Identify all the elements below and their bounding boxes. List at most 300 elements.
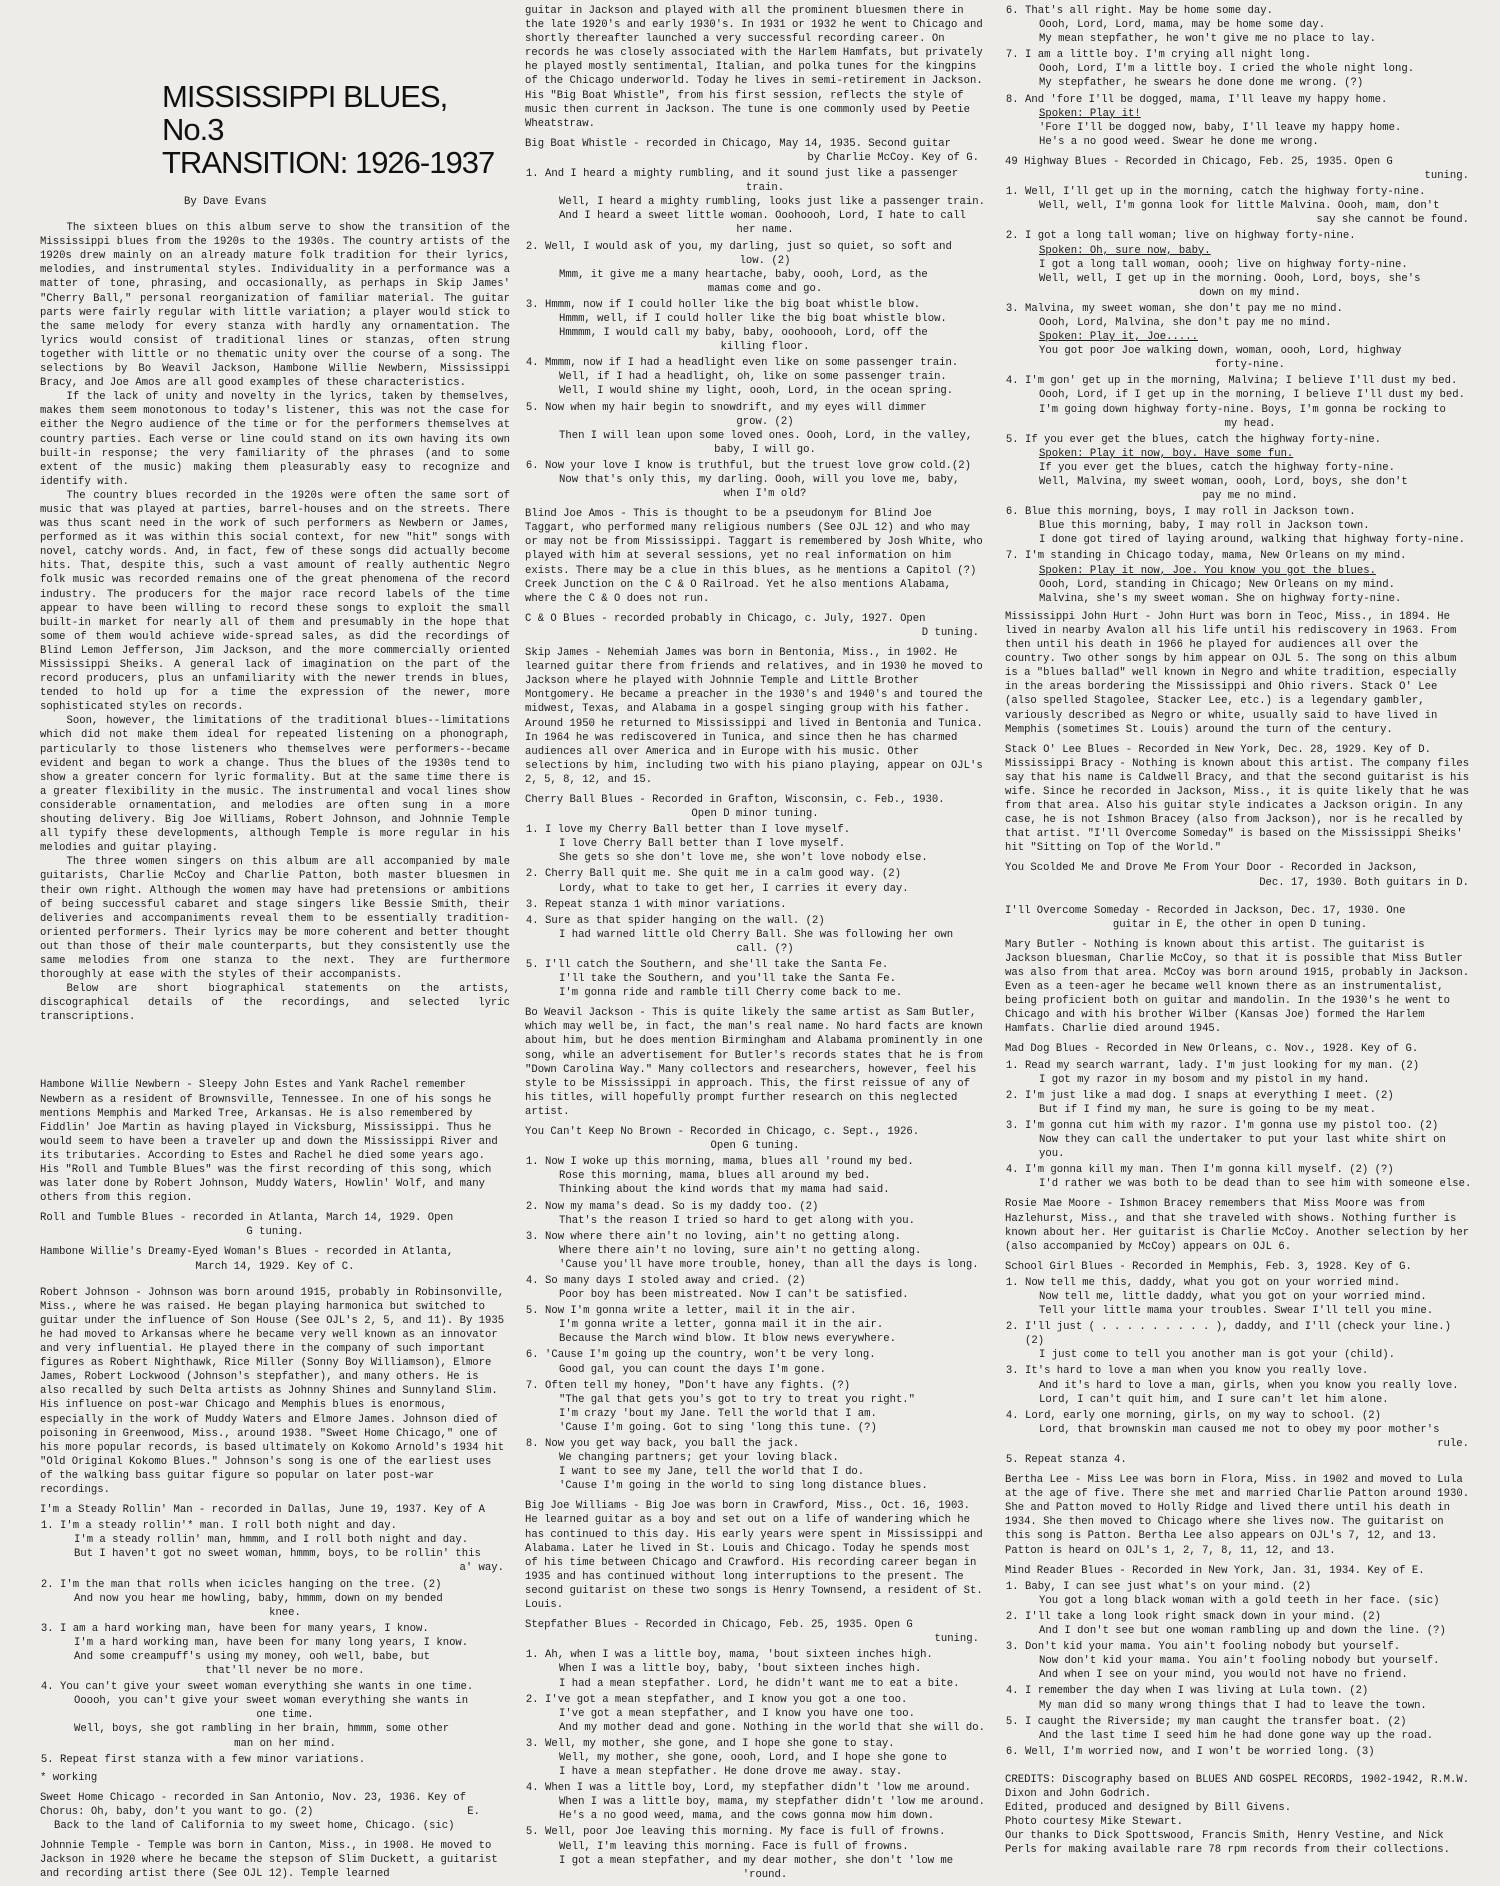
stanza — [1025, 1059, 1475, 1087]
artist-bio-moore: Rosie Mae Moore - Ishmon Bracey remembers that Miss Moore was from Hazlehurst, Miss., and that she traveled with shows. Nothing further is known about her. Her guitarist is Charlie McCoy. Another selection by her (also accompanied by McCoy) appears on OJL 6. — [1005, 1198, 1470, 1253]
lyric-line: Well, well, I'm gonna look for little Malvina. Oooh, mam, don't — [1039, 200, 1440, 213]
stanza — [1025, 549, 1475, 605]
stanza — [1025, 1453, 1475, 1467]
lyric-line: 3. Well, my mother, she gone, and I hope she gone to stay. — [545, 1737, 895, 1750]
lyric-line: I done got tired of laying around, walking that highway forty-nine. — [1039, 534, 1465, 547]
stanza — [1025, 1163, 1475, 1191]
lyric-line: Well, if I had a headlight, oh, like on some passenger train. — [559, 371, 947, 384]
album-subtitle: TRANSITION: 1926-1937 — [162, 145, 495, 180]
stanza — [545, 167, 985, 237]
lyric-line: Well, Malvina, my sweet woman, oooh, Lord, boys, she don't — [1039, 476, 1408, 488]
lyric-line: 5. Now when my hair begin to snowdrift, and my eyes will dimmer — [545, 401, 927, 414]
lyric-line: I'm gonna write a letter, gonna mail it in the air. — [559, 1319, 884, 1332]
lyric-line: 1. I'm a steady rollin'* man. I roll both night and day. — [60, 1520, 397, 1533]
lyric-line: Well, I heard a mighty rumbling, looks just like a passenger train. — [559, 196, 985, 209]
credits-text: CREDITS: Discography based on BLUES AND GOSPEL RECORDS, 1902-1942, R.M.W. Dixon and John Godrich. — [1005, 1773, 1470, 1800]
lyric-line: 2. I've got a mean stepfather, and I know you got a one too. — [545, 1693, 908, 1706]
lyric-line: I just come to tell you another man is got your (child). — [1039, 1349, 1396, 1362]
lyric-line: Now they can call the undertaker to put your last white shirt on you. — [1039, 1134, 1446, 1161]
lyric-line: 4. I'm gonna kill my man. Then I'm gonna kill myself. (2) (?) — [1025, 1164, 1394, 1177]
lyric-line: 1. Ah, when I was a little boy, mama, 'bout sixteen inches high. — [545, 1649, 933, 1662]
artist-bio-johnson: Robert Johnson - Johnson was born around 1915, probably in Robinsonville, Miss., where he was raised. He began playing harmonica but switched to guitar under the influence of Son House (See OJL's 2, 5, and 11). By 1935 he had moved to Arkansas where he became very well known as an innovator and very influential. He played there in the company of such important figures as Robert Nighthawk, Rice Miller (Sonny Boy Williamson), Elmore James, Robert Lockwood (Johnson's stepfather), and many others. He is also recalled by such Delta artists as Johnny Shines and Sunnyland Slim. His influence on post-war Chicago and Memphis blues is enormous, especially in the work of Muddy Waters and Elmore James. Johnson died of poisoning in Greenwood, Miss., around 1938. "Sweet Home Chicago," one of his more popular records, is based ultimately on Kokomo Arnold's 1934 hit "Old Original Kokomo Blues." Johnson's song is one of the earliest uses of the walking bass guitar figure so popular on later post-war recordings. — [40, 1286, 505, 1496]
lyric-line: I'm a steady rollin' man, hmmm, and I roll both night and day. — [74, 1534, 469, 1547]
lyric-line: 2. I got a long tall woman; live on highway forty-nine. — [1025, 230, 1356, 243]
lyric-line: I've got a mean stepfather, and I know you have one too. — [559, 1707, 916, 1720]
artist-bio-newbern: Hambone Willie Newbern - Sleepy John Estes and Yank Rachel remember Newbern as a resident of Brownsville, Tennessee. In one of his songs he mentions Memphis and Marked Tree, Arkansas. He is also remembered by Fiddlin' Joe Martin as having played in Vicksburg, Mississippi. Thus he would seem to have been a traveler up and down the Mississippi River and its tributaries. According to Estes and Rachel he died some years ago. His "Roll and Tumble Blues" was the first recording of this song, which was later done by Robert Johnson, Muddy Waters, Howlin' Wolf, and many others from this region. — [40, 1079, 498, 1205]
lyric-line: Well, boys, she got rambling in her brain, hmmm, some other — [74, 1723, 450, 1736]
thanks-text: Our thanks to Dick Spottswood, Francis Smith, Henry Vestine, and Nick Perls for making available rare 78 rpm records from their collections. — [1005, 1830, 1451, 1857]
lyric-line: 6. Well, I'm worried now, and I won't be worried long. (3) — [1025, 1745, 1375, 1758]
lyric-line: Hmmm, well, if I could holler like the big boat whistle blow. — [559, 312, 947, 325]
intro-paragraph: If the lack of unity and novelty in the lyrics, taken by themselves, makes them seem monotonous to today's listener, this was not the case for either the Negro audience of the time or for the performers themselves at country parties. Each verse or line could stand on its own having its own built-in response; the very familiarity of the phrases (and to some extent of the music) making them pleasurably easy to recognize and identify with. — [40, 391, 510, 488]
lyrics-big-boat-whistle — [525, 167, 985, 501]
stanza — [545, 1200, 985, 1228]
lyric-line: 2. I'm the man that rolls when icicles hanging on the tree. (2) — [60, 1578, 442, 1591]
lyric-line: He's a no good weed, mama, and the cows gonna mow him down. — [559, 1810, 935, 1823]
lyric-line: 5. I caught the Riverside; my man caught the transfer boat. (2) — [1025, 1715, 1407, 1728]
lyric-line: 'Fore I'll be dogged now, baby, I'll leave my happy home. — [1039, 121, 1402, 134]
stanza — [60, 1578, 510, 1620]
lyric-line: Oooh, Lord, Lord, mama, may be home some day. — [1039, 19, 1326, 32]
lyric-line: Hmmmm, I would call my baby, baby, ooohoooh, Lord, off the — [559, 327, 928, 340]
lyric-line: 7. I am a little boy. I'm crying all night long. — [1025, 49, 1312, 62]
lyric-line: 3. Now where there ain't no loving, ain't no getting along. — [545, 1230, 902, 1243]
lyric-line: I had warned little old Cherry Ball. She was following her own — [559, 928, 954, 941]
lyric-line: She gets so she don't love me, she won't love nobody else. — [559, 852, 928, 865]
stanza — [1025, 48, 1475, 90]
lyric-line: Mmm, it give me a many heartache, baby, oooh, Lord, as the — [559, 268, 928, 281]
stanza — [1025, 229, 1475, 299]
stanza — [1025, 1409, 1475, 1451]
stanza — [1025, 433, 1475, 503]
stanza — [60, 1622, 510, 1678]
stanza — [1025, 1276, 1475, 1318]
intro-paragraph: Soon, however, the limitations of the traditional blues--limitations which did not make them ideal for repeated listening on a phonograph, particularly to those listeners who themselves were performers--became evident and began to work a change. Thus the blues of the 1930s tend to show a greater concern for lyric formality. But at the same time there is a greater flexibility in the music. The instrumental and vocal lines show considerable ornamentation, and melodies are often sung in a more shouting delivery. Big Joe Williams, Robert Johnson, and Johnnie Temple all typify these developments, although Temple is more regular in his melodies and guitar playing. — [40, 715, 510, 855]
lyric-line: 6. Blue this morning, boys, I may roll in Jackson town. — [1025, 506, 1356, 519]
stanza — [545, 898, 985, 912]
intro-paragraph: The sixteen blues on this album serve to show the transition of the Mississippi blues from the 1920s to the 1930s. The country artists of the 1920s drew mainly on an already mature folk tradition for their lyrics, melodies, and instrumental styles. Individuality in a performance was a matter of tone, phrasing, and occasionally, as perhaps in Skip James' "Cherry Ball," personal reorganization of familiar material. The guitar parts were fairly regular with little variation; a player would stick to the same melody for every stanza with hardly any ornamentation. The lyrics would consist of traditional lines or stanzas, often strung together with little or no thematic unity over the course of a song. The selections by Bo Weavil Jackson, Hambone Willie Newbern, Mississippi Bracy, and Joe Amos are all good examples of these characteristics. — [40, 222, 510, 390]
song-roll-and-tumble — [40, 1211, 510, 1239]
lyric-line: rule. — [1437, 1437, 1469, 1450]
stanza — [545, 459, 985, 501]
song-c-and-o-blues — [525, 612, 985, 640]
lyric-line: 'Cause you'll have more trouble, honey, than all the days is long. — [559, 1258, 979, 1271]
lyric-line: 1. Baby, I can see just what's on your mind. (2) — [1025, 1580, 1312, 1593]
song-key: E. — [467, 1805, 480, 1818]
stanza — [1025, 1119, 1475, 1161]
lyric-line: And my mother dead and gone. Nothing in the world that she will do. — [559, 1721, 985, 1734]
lyric-line: 2. Well, I would ask of you, my darling, just so quiet, so soft and — [545, 240, 952, 253]
lyric-line: Poor boy has been mistreated. Now I can't be satisfied. — [559, 1289, 909, 1302]
artist-bio-bo-weavil-jackson: Bo Weavil Jackson - This is quite likely the same artist as Sam Butler, which may well be, in fact, the man's real name. No hard facts are known about him, but he does mention Birmingham and Alabama prominently in one song, while an advertisement for Butler's records states that he is from "Down Carolina Way." Many collectors and researchers, however, feel his style to be Mississippi in approach. This, the first reissue of any of his titles, will hopefully prompt further research on this neglected artist. — [525, 1007, 983, 1118]
stanza — [545, 1348, 985, 1376]
song-key: by Charlie McCoy. Key of G. — [807, 151, 979, 164]
stanza — [60, 1753, 510, 1767]
stanza — [545, 298, 985, 354]
song-heading: You Can't Keep No Brown - Recorded in Chicago, c. Sept., 1926. — [525, 1126, 920, 1139]
lyric-line: Tell your little mama your troubles. Swear I'll tell you mine. — [1039, 1305, 1434, 1318]
artist-bio-bertha-lee: Bertha Lee - Miss Lee was born in Flora, Miss. in 1902 and moved to Lula at the age of five. There she met and married Charlie Patton around 1930. She and Patton moved to Holly Ridge and lived there until his death in 1934. She then moved to Chicago where she lives now. The guitarist on this song is Patton. Bertha Lee also appears on OJL's 7, 12, and 13. Patton is heard on OJL's 1, 2, 7, 8, 11, 12, and 13. — [1005, 1474, 1470, 1557]
artist-bio-bracy: Mississippi Bracy - Nothing is known about this artist. The company files say that his name is Caldwell Bracy, and that the second guitarist is his wife. Since he recorded in Jackson, Miss., it is quite likely that he was from that area. Also his guitar style indicates a Jackson origin. In any case, he is not Ishmon Bracey (also from Jackson), nor is he recalled by that artist. "I'll Overcome Someday" is based on the Mississippi Sheiks' hit "Sitting on Top of the World." — [1005, 757, 1470, 855]
song-sweet-home-chicago — [40, 1791, 510, 1833]
edited-by: Edited, produced and designed by Bill Givens. — [1005, 1802, 1292, 1815]
lyric-line: Lordy, what to take to get her, I carries it every day. — [559, 882, 909, 895]
lyric-line: Oooh, Lord, I'm a little boy. I cried the whole night long. — [1039, 63, 1415, 76]
lyric-line: If you ever get the blues, catch the highway forty-nine. — [1039, 461, 1396, 474]
song-heading: Sweet Home Chicago - recorded in San Antonio, Nov. 23, 1936. Key of — [40, 1791, 466, 1804]
lyric-line: 4. You can't give your sweet woman everything she wants in one time. — [60, 1681, 474, 1694]
stanza — [545, 1230, 985, 1272]
stanza — [545, 823, 985, 865]
song-steady-rollin — [40, 1503, 510, 1785]
lyric-line: We changing partners; get your loving black. — [559, 1452, 839, 1465]
stanza — [60, 1519, 510, 1575]
lyric-line: Back to the land of California to my sweet home, Chicago. (sic) — [54, 1820, 455, 1833]
spoken-line: Spoken: Oh, sure now, baby. — [1039, 244, 1211, 257]
lyric-line: 1. And I heard a mighty rumbling, and it sound just like a passenger — [545, 168, 959, 181]
lyric-line: And I don't see but one woman rambling up and down the line. (?) — [1039, 1625, 1446, 1638]
song-heading: School Girl Blues - Recorded in Memphis, Feb. 3, 1928. Key of G. — [1005, 1260, 1412, 1273]
song-stack-o-lee: Stack O' Lee Blues - Recorded in New York, Dec. 28, 1929. Key of D. — [1005, 743, 1431, 756]
spoken-line: Spoken: Play it now, boy. Have some fun. — [1039, 447, 1294, 460]
lyrics-49-highway — [1005, 185, 1475, 606]
lyric-line: 6. Now your love I know is truthful, but the truest love grow cold.(2) — [545, 459, 971, 472]
song-heading: Cherry Ball Blues - Recorded in Grafton, Wisconsin, c. Feb., 1930. — [525, 793, 945, 806]
song-mad-dog-blues — [1005, 1042, 1475, 1191]
lyric-line: her name. — [736, 224, 794, 237]
lyric-line: 4. I remember the day when I was living at Lula town. (2) — [1025, 1685, 1369, 1698]
lyric-line: 4. Mmmm, now if I had a headlight even like on some passenger train. — [545, 357, 959, 370]
lyric-line: 5. Now I'm gonna write a letter, mail it in the air. — [545, 1305, 857, 1318]
column-right — [1005, 4, 1475, 1857]
lyric-line: You got a long black woman with a gold teeth in her face. (sic) — [1039, 1594, 1440, 1607]
lyric-line: 3. Repeat stanza 1 with minor variations. — [545, 898, 787, 911]
lyric-line: I'm gonna ride and ramble till Cherry come back to me. — [559, 987, 903, 1000]
song-tuning: G tuning. — [246, 1226, 304, 1239]
song-heading: Big Boat Whistle - recorded in Chicago, May 14, 1935. Second guitar — [525, 137, 951, 150]
lyric-line: that'll never be no more. — [205, 1665, 365, 1678]
stanza — [545, 1825, 985, 1881]
lyric-line: And some creampuff's using my money, ooh well, babe, but — [74, 1651, 431, 1663]
song-tuning: guitar in E, the other in open D tuning. — [1112, 918, 1368, 931]
lyric-line: Well, my mother, she gone, oooh, Lord, and I hope she gone to — [559, 1751, 947, 1764]
stanza — [1025, 374, 1475, 430]
song-heading: I'm a Steady Rollin' Man - recorded in Dallas, June 19, 1937. Key of A — [40, 1504, 486, 1517]
lyrics-mind-reader-blues — [1005, 1580, 1475, 1759]
lyric-line: when I'm old? — [723, 488, 807, 501]
stanza — [545, 1379, 985, 1435]
lyric-line: I'm a hard working man, have been for many long years, I know. — [74, 1636, 469, 1649]
lyric-line: 4. I'm gon' get up in the morning, Malvina; I believe I'll dust my bed. — [1025, 375, 1458, 388]
lyric-line: And the last time I seed him he had done gone way up the road. — [1039, 1729, 1434, 1742]
song-stepfather-blues — [525, 1618, 985, 1882]
lyric-line: 'Cause I'm going. Got to sing 'long this tune. (?) — [559, 1421, 877, 1434]
stanza — [545, 240, 985, 296]
song-tuning: D tuning. — [921, 626, 979, 639]
lyrics-stepfather-blues — [525, 1648, 985, 1882]
lyrics-cant-keep-no-brown — [525, 1155, 985, 1493]
intro-paragraph: The country blues recorded in the 1920s were often the same sort of music that was played at parties, barrel-houses and on the streets. There was thus scant need in the work of such performers as Newbern or James, performed as it was within this social context, for new "hit" songs with novel, catchy words. And, in fact, few of these songs did actually become hits. That, despite this, such a vast amount of really authentic Negro folk music was recorded remains one of the great phenomena of the record industry. The producers for the major race record labels of the time appear to have been willing to record these songs to exploit the small built-in market for nearly all of them and presumably in the hope that some of them would achieve wide-spread sales, as did the recordings of Blind Lemon Jefferson, Jim Jackson, and the more commercially oriented Mississippi Sheiks. A general lack of imagination on the part of the record producers, plus an unfamiliarity with the newer trends in blues, tended to hold up for a time the expression of the newer, more sophisticated styles on records. — [40, 489, 510, 714]
artist-bio-hurt: Mississippi John Hurt - John Hurt was born in Teoc, Miss., in 1894. He lived in nearby Avalon all his life until his rediscovery in 1963. From then until his death in 1966 he played for audiences all over the country. Two other songs by him appear on OJL 5. The song on this album is a "blues ballad" well known in Negro and white tradition, especially in the areas bordering the Mississippi and Ohio rivers. Stack O' Lee (also spelled Stagolee, Stacker Lee, etc.) is a legendary gambler, variously described as Negro or white, usually said to have lived in Memphis (sometimes St. Louis) around the turn of the century. — [1005, 610, 1457, 736]
lyric-line: 6. That's all right. May be home some day. — [1025, 5, 1273, 17]
credits-block — [1005, 1773, 1475, 1858]
stanza — [545, 1781, 985, 1823]
lyric-line: 5. Well, poor Joe leaving this morning. My face is full of frowns. — [545, 1826, 946, 1839]
chorus-text: Chorus: Oh, baby, don't you want to go. (2) — [40, 1805, 314, 1818]
lyric-line: Now tell me, little daddy, what you got on your worried mind. — [1039, 1290, 1427, 1303]
lyric-line: one time. — [256, 1709, 314, 1722]
lyric-line: Lord, I can't quit him, and I sure can't let him alone. — [1039, 1393, 1389, 1406]
stanza — [1025, 1320, 1475, 1362]
lyric-line: I got a mean stepfather, and my dear mother, she don't 'low me — [559, 1854, 954, 1867]
lyric-line: 4. When I was a little boy, Lord, my stepfather didn't 'low me around. — [545, 1782, 971, 1795]
stanza — [545, 958, 985, 1000]
lyric-line: 5. Repeat stanza 4. — [1025, 1454, 1127, 1466]
song-tuning: tuning. — [934, 1633, 979, 1646]
lyric-line: Ooooh, you can't give your sweet woman everything she wants in — [74, 1695, 469, 1708]
song-tuning: Open G tuning. — [710, 1140, 800, 1153]
lyric-line: 8. Now you get way back, you ball the jack. — [545, 1438, 800, 1450]
lyric-line: And I heard a sweet little woman. Ooohoooh, Lord, I hate to call — [559, 210, 966, 223]
stanza — [1025, 302, 1475, 372]
lyric-line: 2. Cherry Ball quit me. She quit me in a calm good way. (2) — [545, 868, 902, 881]
lyric-line: I love Cherry Ball better than I love myself. — [559, 838, 846, 851]
stanza — [1025, 1715, 1475, 1743]
lyric-line: say she cannot be found. — [1316, 214, 1469, 227]
lyric-line: That's the reason I tried so hard to get along with you. — [559, 1214, 916, 1227]
spoken-line: Spoken: Play it! — [1039, 107, 1141, 120]
artist-bio-temple-cont: guitar in Jackson and played with all the prominent bluesmen there in the late 1920's and early 1930's. In 1931 or 1932 he went to Chicago and shortly thereafter launched a very successful recording career. On records he was closely associated with the Harlem Hamfats, but privately he played mostly sentimental, Italian, and polka tunes for the kingpins of the Chicago underworld. Today he lives in semi-retirement in Jackson. His "Big Boat Whistle", from his first session, reflects the style of music then current in Jackson. The tune is one commonly used by Peetie Wheatstraw. — [525, 5, 983, 130]
lyric-line: Rose this morning, mama, blues all around my bed. — [559, 1170, 871, 1183]
lyric-line: low. (2) — [739, 254, 791, 267]
lyric-line: Good gal, you can count the days I'm gone. — [559, 1363, 827, 1376]
song-ill-overcome-someday — [1005, 904, 1475, 932]
stanza — [545, 1437, 985, 1493]
lyric-line: And now you hear me howling, baby, hmmm, down on my bended — [74, 1592, 443, 1605]
lyric-line: Oooh, Lord, if I get up in the morning, I believe I'll dust my bed. — [1039, 389, 1465, 402]
lyric-line: 7. Often tell my honey, "Don't have any fights. (?) — [545, 1379, 851, 1392]
lyric-line: Then I will lean upon some loved ones. Oooh, Lord, in the valley, — [559, 429, 973, 442]
song-tuning: Open D minor tuning. — [691, 808, 819, 821]
lyric-line: killing floor. — [720, 341, 810, 354]
lyric-line: Oooh, Lord, Malvina, she don't pay me no mind. — [1039, 316, 1332, 329]
song-heading: Mad Dog Blues - Recorded in New Orleans, c. Nov., 1928. Key of G. — [1005, 1043, 1419, 1056]
stanza — [545, 401, 985, 457]
lyric-line: 4. Lord, early one morning, girls, on my way to school. (2) — [1025, 1409, 1382, 1422]
artist-bio-amos: Blind Joe Amos - This is thought to be a pseudonym for Blind Joe Taggart, who performed many religious numbers (See OJL 12) and who may or may not be from Mississippi. Taggart is remembered by Josh White, who played with him at several sessions, yet no real information on him exists. There may be a clue in this blues, as he mentions a Capitol (?) Creek Junction on the C & O Railroad. Yet he also mentions Alabama, where the C & O does not run. — [525, 508, 983, 605]
lyric-line: Lord, that brownskin man caused me not to obey my poor mother's — [1039, 1423, 1440, 1436]
stanza — [545, 1155, 985, 1197]
lyric-line: mamas come and go. — [707, 282, 823, 295]
lyric-line: 5. If you ever get the blues, catch the highway forty-nine. — [1025, 433, 1382, 446]
lyric-line: 4. Sure as that spider hanging on the wall. (2) — [545, 914, 825, 927]
lyric-line: Malvina, she's my sweet woman. She on highway forty-nine. — [1039, 592, 1402, 605]
stanza — [545, 914, 985, 956]
stanza — [1025, 1745, 1475, 1759]
lyric-line: I'd rather we was both to be dead than to see him with someone else. — [1039, 1178, 1472, 1191]
lyric-line: man on her mind. — [234, 1737, 336, 1750]
lyric-line: 2. I'll take a long look right smack down in your mind. (2) — [1025, 1610, 1382, 1623]
lyric-line: 2. I'm just like a mad dog. I snaps at everything I meet. (2) — [1025, 1089, 1394, 1102]
song-cherry-ball — [525, 793, 985, 1000]
lyric-line: 4. So many days I stoled away and cried. (2) — [545, 1274, 806, 1287]
lyric-line: forty-nine. — [1215, 359, 1285, 372]
stanza — [1025, 185, 1475, 227]
lyric-line: 2. I'll just ( . . . . . . . . . ), daddy, and I'll (check your line.) (2) — [1025, 1321, 1451, 1348]
stanza — [545, 356, 985, 398]
stanza — [545, 1274, 985, 1302]
lyric-line: Where there ain't no loving, sure ain't no getting along. — [559, 1244, 922, 1257]
song-heading: I'll Overcome Someday - Recorded in Jackson, Dec. 17, 1930. One — [1005, 904, 1406, 917]
stanza — [1025, 1684, 1475, 1712]
lyric-line: 2. Now my mama's dead. So is my daddy too. (2) — [545, 1200, 819, 1213]
lyric-line: pay me no mind. — [1202, 490, 1298, 503]
song-school-girl-blues — [1005, 1260, 1475, 1467]
lyric-line: But if I find my man, he sure is going to be my meat. — [1039, 1103, 1376, 1116]
lyric-line: But I haven't got no sweet woman, hmmm, boys, to be rollin' this — [74, 1548, 481, 1561]
lyrics-steady-rollin — [40, 1519, 510, 1767]
lyrics-stepfather-blues-cont — [1005, 4, 1475, 149]
lyric-line: Oooh, Lord, standing in Chicago; New Orleans on my mind. — [1039, 578, 1396, 591]
song-heading: You Scolded Me and Drove Me From Your Door - Recorded in Jackson, — [1005, 862, 1419, 875]
song-heading: Stepfather Blues - Recorded in Chicago, Feb. 25, 1935. Open G — [525, 1619, 913, 1632]
stanza — [1025, 1089, 1475, 1117]
lyric-line: I got my razor in my bosom and my pistol in my hand. — [1039, 1073, 1370, 1086]
stanza — [545, 1737, 985, 1779]
song-heading: Roll and Tumble Blues - recorded in Atlanta, March 14, 1929. Open — [40, 1212, 454, 1225]
lyric-line: My man did so many wrong things that I had to leave the town. — [1039, 1699, 1427, 1712]
artist-bio-butler: Mary Butler - Nothing is known about this artist. The guitarist is Jackson bluesman, Charlie McCoy, so that it is possible that Miss Butler was also from that area. McCoy was born around 1915, probably in Jackson. Even as a teen-ager he became well known there as an instrumentalist, being proficient both on guitar and mandolin. In the 1930's he went to Chicago and with his brother Wilber (Kansas Joe) formed the Harlem Hamfats. Charlie died around 1945. — [1005, 938, 1470, 1036]
lyric-line: I got a long tall woman, oooh; live on highway forty-nine. — [1039, 258, 1408, 271]
lyric-line: baby, I will go. — [714, 443, 816, 456]
lyric-line: I'm crazy 'bout my Jane. Tell the world that I am. — [559, 1407, 877, 1420]
lyric-line: 3. I am a hard working man, have been for many years, I know. — [60, 1622, 429, 1635]
lyric-line: Because the March wind blow. It blow news everywhere. — [559, 1333, 896, 1346]
lyric-line: He's a no good weed. Swear he done me wrong. — [1039, 135, 1319, 148]
song-49-highway — [1005, 155, 1475, 606]
intro-paragraph: The three women singers on this album are all accompanied by male guitarists, Charlie McCoy and Charlie Patton, both master bluesmen in their own right. Although the women may have had pretensions or ambitions of being successful cabaret and stage singers like Bessie Smith, their deliveries and accompaniments reveal them to be essentially tradition-oriented performers. Their lyrics may be more coherent and better thought out than those of their male counterparts, but they consistently use the same melodies from one stanza to the next. They are furthermore thoroughly at ease with the styles of their accompanists. — [40, 856, 510, 982]
stanza — [545, 867, 985, 895]
lyric-line: Well, well, I get up in the morning. Oooh, Lord, boys, she's — [1039, 272, 1421, 285]
song-dreamy-eyed — [40, 1245, 510, 1273]
lyric-line: I had a mean stepfather. Lord, he didn't want me to eat a bite. — [559, 1677, 960, 1690]
lyric-line: And it's hard to love a man, girls, when you know you really love. — [1039, 1379, 1459, 1392]
lyric-line: You got poor Joe walking down, woman, oooh, Lord, highway — [1039, 345, 1402, 358]
song-tuning: Dec. 17, 1930. Both guitars in D. — [1259, 876, 1469, 889]
lyric-line: 8. And 'fore I'll be dogged, mama, I'll leave my happy home. — [1025, 93, 1388, 106]
lyric-line: Now that's only this, my darling. Oooh, will you love me, baby, — [559, 474, 960, 486]
song-you-scolded-me — [1005, 861, 1475, 889]
lyric-line: train. — [745, 182, 785, 195]
lyrics-cherry-ball — [525, 823, 985, 1000]
lyric-line: I'll take the Southern, and you'll take the Santa Fe. — [559, 973, 896, 986]
lyric-line: grow. (2) — [736, 415, 794, 428]
song-tuning: tuning. — [1424, 170, 1469, 183]
song-heading: C & O Blues - recorded probably in Chicago, c. July, 1927. Open — [525, 612, 926, 625]
artist-bio-temple: Johnnie Temple - Temple was born in Canton, Miss., in 1908. He moved to Jackson in 1920 where he became the stepson of Slim Duckett, a guitarist and recording artist there (See OJL 12). Temple learned — [40, 1840, 498, 1881]
lyric-line: 'round. — [742, 1868, 788, 1881]
lyric-line: 5. I'll catch the Southern, and she'll take the Santa Fe. — [545, 959, 889, 971]
lyric-line: 7. I'm standing in Chicago today, mama, New Orleans on my mind. — [1025, 550, 1407, 563]
column-middle — [525, 4, 985, 1886]
song-chorus — [40, 1805, 510, 1819]
song-mind-reader-blues — [1005, 1564, 1475, 1759]
song-big-boat-whistle — [525, 137, 985, 501]
lyric-line: knee. — [269, 1606, 301, 1619]
lyric-line: Well, I'm leaving this morning. Face is full of frowns. — [559, 1840, 909, 1853]
lyric-line: 3. Hmmm, now if I could holler like the big boat whistle blow. — [545, 298, 921, 311]
spoken-line: Spoken: Play it now, Joe. You know you got the blues. — [1039, 564, 1376, 577]
song-cant-keep-no-brown — [525, 1125, 985, 1493]
lyric-line: 3. I'm gonna cut him with my razor. I'm gonna use my pistol too. (2) — [1025, 1119, 1439, 1132]
lyric-line: I have a mean stepfather. He done drove me away. stay. — [559, 1766, 903, 1779]
song-heading: Mind Reader Blues - Recorded in New York, Jan. 31, 1934. Key of E. — [1005, 1564, 1425, 1577]
stanza — [1025, 1580, 1475, 1608]
song-heading: Hambone Willie's Dreamy-Eyed Woman's Blues - recorded in Atlanta, — [40, 1246, 454, 1259]
artist-bio-james: Skip James - Nehemiah James was born in Bentonia, Miss., in 1902. He learned guitar there from friends and relatives, and in 1930 he moved to Jackson where he played with Johnnie Temple and Little Brother Montgomery. He became a preacher in the 1930's and 1940's and toured the midwest, Texas, and Alabama in a gospel singing group with his father. Around 1950 he returned to Mississippi and lived in Bentonia and Tunica. In 1964 he was rediscovered in Tunica, and since then he has charmed audiences all over America and in Europe with his music. Other selections by him, including two with his piano playing, appear on OJL's 2, 5, 8, 12, and 15. — [525, 647, 983, 786]
lyric-line: a' way. — [459, 1562, 504, 1575]
lyric-line: 1. I love my Cherry Ball better than I love myself. — [545, 824, 851, 837]
lyric-line: I want to see my Jane, tell the world that I do. — [559, 1466, 865, 1479]
lyric-line: call. (?) — [736, 942, 794, 955]
lyrics-mad-dog-blues — [1005, 1059, 1475, 1192]
artist-bio-williams: Big Joe Williams - Big Joe was born in Crawford, Miss., Oct. 16, 1903. He learned guitar as a boy and set out on a life of wandering which he has continued to this day. His early years were spent in Mississippi and Alabama. Later he lived in St. Louis and Chicago. Today he spends most of his time between Chicago and Crawford. His recording career began in 1935 and has continued without long interruptions to the present. The second guitarist on these two songs is Henry Townsend, a resident of St. Louis. — [525, 1500, 983, 1612]
stanza — [1025, 1640, 1475, 1682]
intro-essay — [40, 221, 510, 1024]
stanza — [545, 1693, 985, 1735]
lyric-line: Now don't kid your mama. You ain't fooling nobody but yourself. — [1039, 1655, 1440, 1668]
lyrics-school-girl-blues — [1005, 1276, 1475, 1467]
song-key: March 14, 1929. Key of C. — [195, 1260, 355, 1273]
lyric-line: My stepfather, he swears he done done me wrong. (?) — [1039, 77, 1364, 90]
stanza — [545, 1304, 985, 1346]
column-left — [40, 80, 510, 1881]
lyric-line: 3. Malvina, my sweet woman, she don't pay me no mind. — [1025, 302, 1343, 315]
stanza — [1025, 93, 1475, 149]
stanza — [1025, 1364, 1475, 1406]
album-title: MISSISSIPPI BLUES, No.3 — [162, 79, 448, 147]
lyric-line: When I was a little boy, mama, my stepfather didn't 'low me around. — [559, 1796, 985, 1809]
lyric-line: "The gal that gets you's got to try to treat you right." — [559, 1393, 916, 1406]
lyric-line: 3. It's hard to love a man when you know you really love. — [1025, 1365, 1369, 1378]
lyric-line: 1. Now I woke up this morning, mama, blues all 'round my bed. — [545, 1156, 914, 1169]
lyric-line: My mean stepfather, he won't give me no place to lay. — [1039, 33, 1376, 46]
stanza — [545, 1648, 985, 1690]
stanza — [1025, 4, 1475, 46]
lyric-line: 1. Well, I'll get up in the morning, catch the highway forty-nine. — [1025, 186, 1426, 199]
lyric-line: my head. — [1224, 417, 1276, 430]
lyric-line: Thinking about the kind words that my mama had said. — [559, 1184, 890, 1197]
lyric-line: Well, I would shine my light, oooh, Lord, in the ocean spring. — [559, 385, 954, 398]
lyric-line: And when I see on your mind, you would not have no friend. — [1039, 1669, 1408, 1682]
intro-paragraph: Below are short biographical statements on the artists, discographical details of the recordings, and selected lyric transcriptions. — [40, 983, 510, 1024]
lyric-line: down on my mind. — [1199, 286, 1301, 299]
spoken-line: Spoken: Play it, Joe..... — [1039, 331, 1198, 344]
lyric-line: 1. Now tell me this, daddy, what you got on your worried mind. — [1025, 1276, 1401, 1289]
lyric-line: Blue this morning, baby, I may roll in Jackson town. — [1039, 520, 1370, 533]
lyric-line: When I was a little boy, baby, 'bout sixteen inches high. — [559, 1663, 922, 1676]
stanza — [1025, 505, 1475, 547]
lyric-line: 1. Read my search warrant, lady. I'm just looking for my man. (2) — [1025, 1059, 1420, 1072]
footnote: * working — [40, 1771, 98, 1784]
lyric-line: I'm going down highway forty-nine. Boys, I'm gonna be rocking to — [1039, 403, 1446, 416]
stanza — [1025, 1610, 1475, 1638]
lyric-line: 3. Don't kid your mama. You ain't fooling nobody but yourself. — [1025, 1641, 1401, 1654]
lyric-line: 5. Repeat first stanza with a few minor variations. — [60, 1753, 366, 1766]
stanza — [60, 1680, 510, 1750]
lyric-line: 'Cause I'm going in the world to sing long distance blues. — [559, 1480, 928, 1493]
song-heading: 49 Highway Blues - Recorded in Chicago, Feb. 25, 1935. Open G — [1005, 155, 1393, 168]
